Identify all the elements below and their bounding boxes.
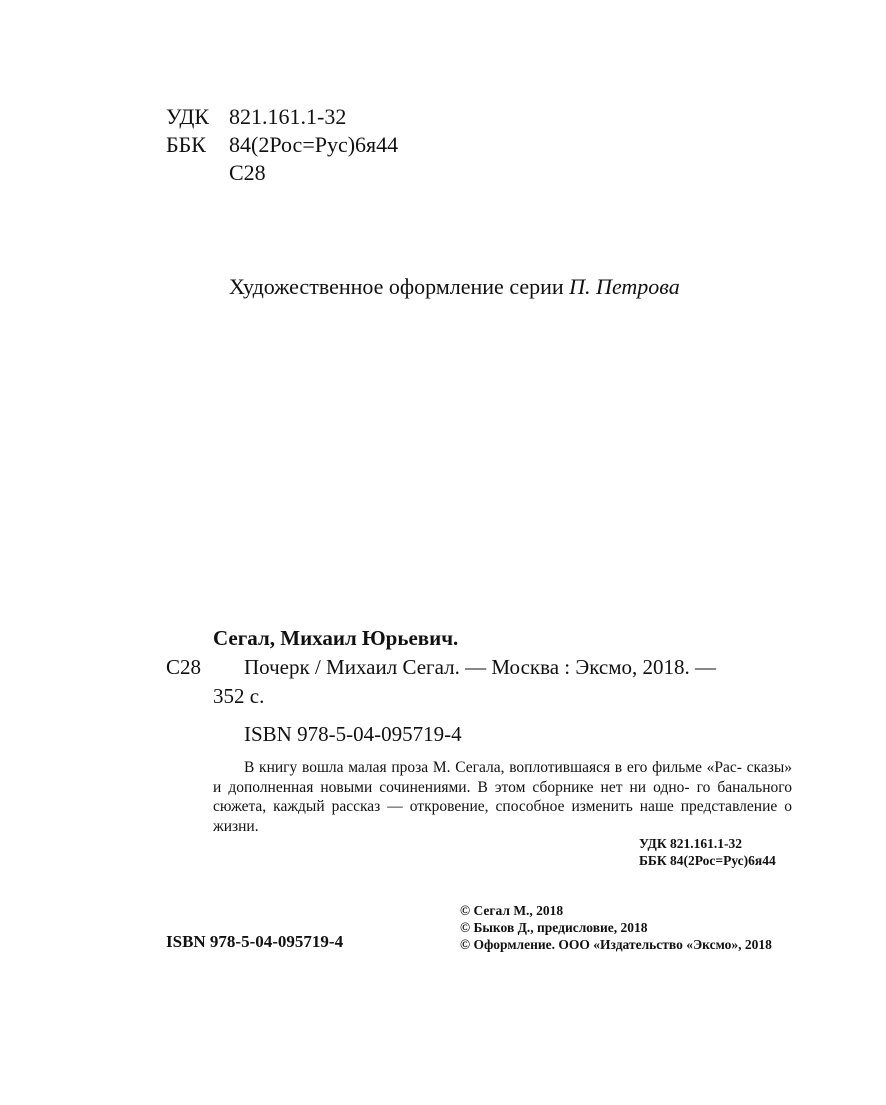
udk-value: 821.161.1-32 xyxy=(229,104,347,129)
udk-row xyxy=(166,104,466,130)
design-credit-text: Художественное оформление серии xyxy=(229,274,570,299)
author-heading: Сегал, Михаил Юрьевич. xyxy=(213,626,459,650)
annotation-line: го банального сюжета, каждый рассказ — откровение, способное изменить xyxy=(213,778,793,815)
bib-author-mark: С28 xyxy=(166,655,202,679)
isbn-bottom: ISBN 978-5-04-095719-4 xyxy=(166,932,344,951)
small-udk: УДК 821.161.1-32 xyxy=(639,836,742,851)
copyright-line: © Оформление. ООО «Издательство «Эксмо», 2018 xyxy=(460,937,772,952)
annotation xyxy=(213,758,792,836)
bib-isbn: ISBN 978-5-04-095719-4 xyxy=(244,722,462,746)
annotation-line: В книгу вошла малая проза М. Сегала, воплотившаяся в его фильме «Рас- xyxy=(244,759,742,776)
bib-title-line: Почерк / Михаил Сегал. — Москва : Эксмо, 2018. — xyxy=(244,655,717,679)
design-credit xyxy=(229,274,680,300)
designer-name: П. Петрова xyxy=(569,274,680,299)
author-mark-row xyxy=(166,160,466,186)
bbk-value: 84(2Рос=Рус)6я44 xyxy=(229,132,399,157)
udk-label: УДК xyxy=(166,104,210,129)
copyright-line: © Сегал М., 2018 xyxy=(460,903,564,918)
annotation-line: наше представление о жизни. xyxy=(213,798,792,835)
small-bbk: ББК 84(2Рос=Рус)6я44 xyxy=(639,853,776,868)
bbk-row xyxy=(166,132,466,158)
annotation-line: сказы» и дополненная новыми сочинениями. В этом сборнике нет ни одно- xyxy=(213,759,793,796)
bib-pages: 352 с. xyxy=(213,684,265,708)
bbk-label: ББК xyxy=(166,132,206,157)
author-mark: С28 xyxy=(229,160,266,185)
copyright-line: © Быков Д., предисловие, 2018 xyxy=(460,920,648,935)
